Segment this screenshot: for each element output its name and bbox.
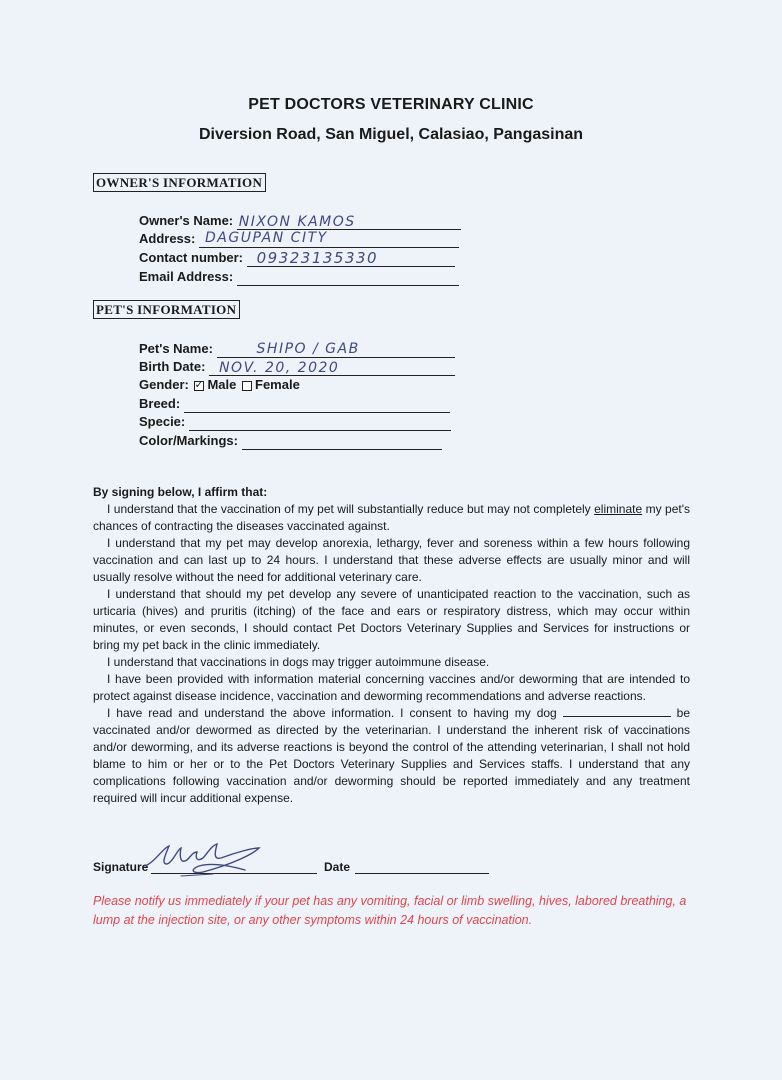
breed-field[interactable]: [139, 395, 450, 413]
gender-field: [139, 376, 300, 394]
gender-female-label: Female: [255, 377, 300, 392]
contact-line: [247, 250, 455, 267]
affirmation-paragraph-3: I understand that should my pet develop any severe of unanticipated reaction to the vaccination, such as urticaria (hives) and pruritis (itching) of the face and ears or respiratory distress, which may occur within minutes, or even seconds, I should contact Pet Doctors Veterinary Supplies and Services for instructions or bring my pet back in the clinic immediately.: [93, 587, 690, 652]
date-line[interactable]: [355, 857, 489, 874]
affirmation-block: [93, 484, 690, 807]
birth-date-field[interactable]: [139, 358, 455, 376]
breed-label: Breed:: [139, 396, 181, 411]
pet-name-label: Pet's Name:: [139, 341, 213, 356]
email-field[interactable]: [139, 268, 459, 286]
specie-label: Specie:: [139, 414, 186, 429]
gender-male-label: Male: [207, 377, 237, 392]
pet-name-line: [217, 341, 455, 358]
dog-name-blank[interactable]: [563, 706, 671, 717]
contact-value: 09323135330: [256, 249, 379, 267]
clinic-name: PET DOCTORS VETERINARY CLINIC: [248, 96, 534, 113]
birth-date-value: NOV. 20, 2020: [219, 360, 340, 376]
pet-name-value: SHIPO / GAB: [256, 341, 360, 357]
color-field[interactable]: [139, 432, 442, 450]
date-label: Date: [324, 860, 351, 874]
affirmation-paragraph-6: [93, 705, 690, 807]
pet-section-title: PET'S INFORMATION: [93, 300, 240, 319]
birth-date-label: Birth Date:: [139, 359, 206, 374]
gender-male-checkbox[interactable]: [194, 381, 204, 391]
clinic-address: Diversion Road, San Miguel, Calasiao, Pangasinan: [198, 126, 584, 143]
gender-female-checkbox[interactable]: [242, 381, 252, 391]
owner-name-field[interactable]: [139, 212, 461, 230]
specie-field[interactable]: [139, 413, 451, 431]
handwritten-signature: [141, 840, 271, 880]
affirmation-title: By signing below, I affirm that:: [93, 485, 268, 499]
contact-label: Contact number:: [139, 250, 243, 265]
p1-text-end: my pet's chances of contracting the diseases vaccinated against.: [93, 502, 690, 533]
contact-field[interactable]: [139, 249, 455, 267]
gender-label: Gender:: [139, 377, 189, 392]
p1-text: I understand that the vaccination of my pet will substantially reduce but may not completely: [107, 502, 595, 516]
birth-date-line: [209, 359, 455, 376]
p6-text: I have read and understand the above information. I consent to having my dog: [107, 706, 563, 720]
owner-section-title: OWNER'S INFORMATION: [93, 173, 266, 192]
affirmation-paragraph-2: I understand that my pet may develop anorexia, lethargy, fever and soreness within a few hours following vaccination and can last up to 24 hours. I understand that these adverse effects are usually minor and will usually resolve without the need for additional veterinary care.: [93, 536, 690, 584]
p6-text-end: be vaccinated and/or dewormed as directed by the veterinarian. I understand the inherent risk of vaccinations and/or deworming, and its adverse reactions is beyond the control of the attending veterinarian, I shall not hold blame to him or her or to the Pet Doctors Veterinary Supplies and Services staffs. I understand that any complications following vaccination and/or deworming should be reported immediately and any treatment required will incur additional expense.: [93, 706, 690, 805]
owner-name-line: [237, 213, 461, 230]
specie-line: [189, 414, 451, 431]
pet-name-field[interactable]: [139, 340, 455, 358]
signature-row: [93, 852, 513, 876]
email-line: [237, 269, 459, 286]
signature-label: Signature: [93, 860, 149, 874]
post-vaccination-notice: Please notify us immediately if your pet has any vomiting, facial or limb swelling, hives, labored breathing, a lump at the injection site, or any other symptoms within 24 hours of vaccination.: [93, 894, 687, 927]
address-line: [199, 231, 459, 248]
form-header: [0, 96, 782, 144]
color-label: Color/Markings:: [139, 433, 238, 448]
affirmation-paragraph-5: I have been provided with information material concerning vaccines and/or deworming that are intended to protect against disease incidence, vaccination and deworming recommendations and adverse reactions.: [93, 672, 690, 703]
p1-emphasis: eliminate: [594, 502, 643, 516]
address-field[interactable]: [139, 230, 459, 248]
email-label: Email Address:: [139, 269, 234, 284]
address-label: Address:: [139, 231, 196, 246]
affirmation-paragraph-4: I understand that vaccinations in dogs may trigger autoimmune disease.: [107, 655, 490, 669]
breed-line: [184, 396, 450, 413]
color-line: [242, 433, 442, 450]
owner-name-label: Owner's Name:: [139, 213, 234, 228]
affirmation-paragraph-1: [93, 501, 690, 535]
address-value: DAGUPAN CITY: [204, 230, 328, 246]
owner-name-value: NIXON KAMOS: [238, 214, 356, 230]
